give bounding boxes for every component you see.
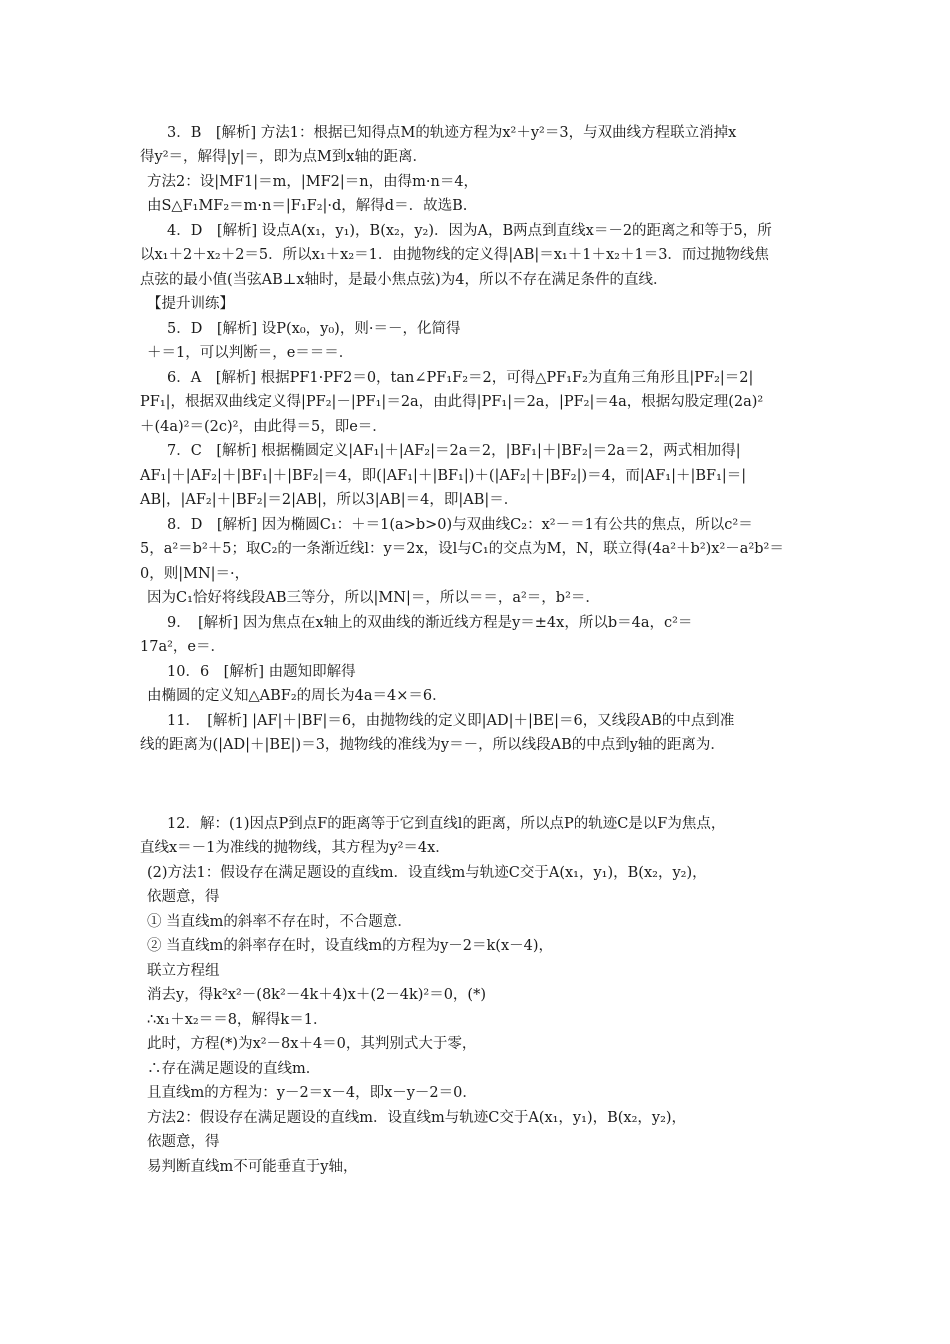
text-line: 依题意，得	[147, 889, 220, 905]
text-line: 17a²，e＝．	[140, 639, 225, 655]
text-line: 因为C₁恰好将线段AB三等分，所以|MN|＝，所以＝＝，a²＝，b²＝．	[147, 590, 600, 606]
text-line: 11． [解析] |AF|＋|BF|＝6，由抛物线的定义即|AD|＋|BE|＝6，又线段AB的中点到准	[167, 713, 735, 729]
text-line: 5，a²＝b²＋5；取C₂的一条渐近线l：y＝2x，设l与C₁的交点为M，N，联立得(4a²＋b²)x²－a²b²＝	[140, 541, 784, 557]
text-line: 依题意，得	[147, 1134, 220, 1150]
text-line: ＋(4a)²＝(2c)²，由此得＝5，即e＝．	[140, 419, 387, 435]
text-line: 5．D [解析] 设P(x₀，y₀)，则·＝－，化简得	[167, 321, 461, 337]
text-line: 4．D [解析] 设点A(x₁，y₁)，B(x₂，y₂)．因为A，B两点到直线x＝－2的距离之和等于5，所	[167, 223, 772, 239]
text-line: ＋＝1，可以判断＝，e＝＝＝．	[147, 345, 354, 361]
text-line: 0，则|MN|＝·，	[140, 566, 250, 582]
text-line: 9． [解析] 因为焦点在x轴上的双曲线的渐近线方程是y＝±4x，所以b＝4a，c²＝	[167, 615, 693, 631]
text-line: 方法2：设|MF1|＝m，|MF2|＝n，由得m·n＝4，	[147, 174, 479, 190]
text-line: 由椭圆的定义知△ABF₂的周长为4a＝4×＝6．	[147, 688, 447, 704]
text-line: 得y²＝，解得|y|＝，即为点M到x轴的距离．	[140, 149, 427, 165]
text-line: 8．D [解析] 因为椭圆C₁：＋＝1(a>b>0)与双曲线C₂：x²－＝1有公共的焦点，所以c²＝	[167, 517, 753, 533]
text-line: 由S△F₁MF₂＝m·n＝|F₁F₂|·d，解得d＝．故选B.	[147, 198, 468, 214]
text-line: 且直线m的方程为：y－2＝x－4，即x－y－2＝0．	[147, 1085, 477, 1101]
text-line: ∴存在满足题设的直线m．	[147, 1061, 321, 1077]
text-line: 此时，方程(*)为x²－8x＋4＝0，其判别式大于零，	[147, 1036, 477, 1052]
text-line: AB|，|AF₂|＋|BF₂|＝2|AB|，所以3|AB|＝4，即|AB|＝．	[140, 492, 519, 508]
text-line: PF₁|，根据双曲线定义得|PF₂|－|PF₁|＝2a，由此得|PF₁|＝2a，|PF₂|＝4a，根据勾股定理(2a)²	[140, 394, 764, 410]
text-line: 直线x＝－1为准线的抛物线，其方程为y²＝4x．	[140, 840, 450, 856]
text-line: 以x₁＋2＋x₂＋2＝5．所以x₁＋x₂＝1．由抛物线的定义得|AB|＝x₁＋1＋x₂＋1＝3．而过抛物线焦	[140, 247, 769, 263]
text-line: (2)方法1：假设存在满足题设的直线m．设直线m与轨迹C交于A(x₁，y₁)，B(x₂，y₂)，	[147, 865, 707, 881]
text-line: 方法2：假设存在满足题设的直线m．设直线m与轨迹C交于A(x₁，y₁)，B(x₂，y₂)，	[147, 1110, 687, 1126]
text-line: 6．A [解析] 根据PF1·PF2＝0，tan∠PF₁F₂＝2，可得△PF₁F₂为直角三角形且|PF₂|＝2|	[167, 370, 754, 386]
text-line: 线的距离为(|AD|＋|BE|)＝3，抛物线的准线为y＝－，所以线段AB的中点到y轴的距离为．	[140, 737, 725, 753]
text-line: 10．6 [解析] 由题知即解得	[167, 664, 356, 680]
text-line: 7．C [解析] 根据椭圆定义|AF₁|＋|AF₂|＝2a＝2，|BF₁|＋|BF₂|＝2a＝2，两式相加得|	[167, 443, 741, 459]
text-line: 联立方程组	[147, 963, 220, 979]
text-line: AF₁|＋|AF₂|＋|BF₁|＋|BF₂|＝4，即(|AF₁|＋|BF₁|)＋(|AF₂|＋|BF₂|)＝4，而|AF₁|＋|BF₁|＝|	[140, 468, 747, 484]
text-line: ① 当直线m的斜率不存在时，不合题意．	[147, 914, 412, 930]
text-line: 3．B [解析] 方法1：根据已知得点M的轨迹方程为x²＋y²＝3，与双曲线方程联立消掉x	[167, 125, 737, 141]
text-line: 点弦的最小值(当弦AB⊥x轴时，是最小焦点弦)为4，所以不存在满足条件的直线．	[140, 272, 668, 288]
section-heading: 【提升训练】	[147, 296, 234, 312]
text-line: 12．解：(1)因点P到点F的距离等于它到直线l的距离，所以点P的轨迹C是以F为焦点，	[167, 816, 726, 832]
text-line: 消去y，得k²x²－(8k²－4k＋4)x＋(2－4k)²＝0，(*)	[147, 987, 486, 1003]
text-line: 易判断直线m不可能垂直于y轴，	[147, 1159, 358, 1175]
text-line: ∴x₁＋x₂＝＝8，解得k＝1．	[147, 1012, 328, 1028]
text-line: ② 当直线m的斜率存在时，设直线m的方程为y－2＝k(x－4)，	[147, 938, 554, 954]
